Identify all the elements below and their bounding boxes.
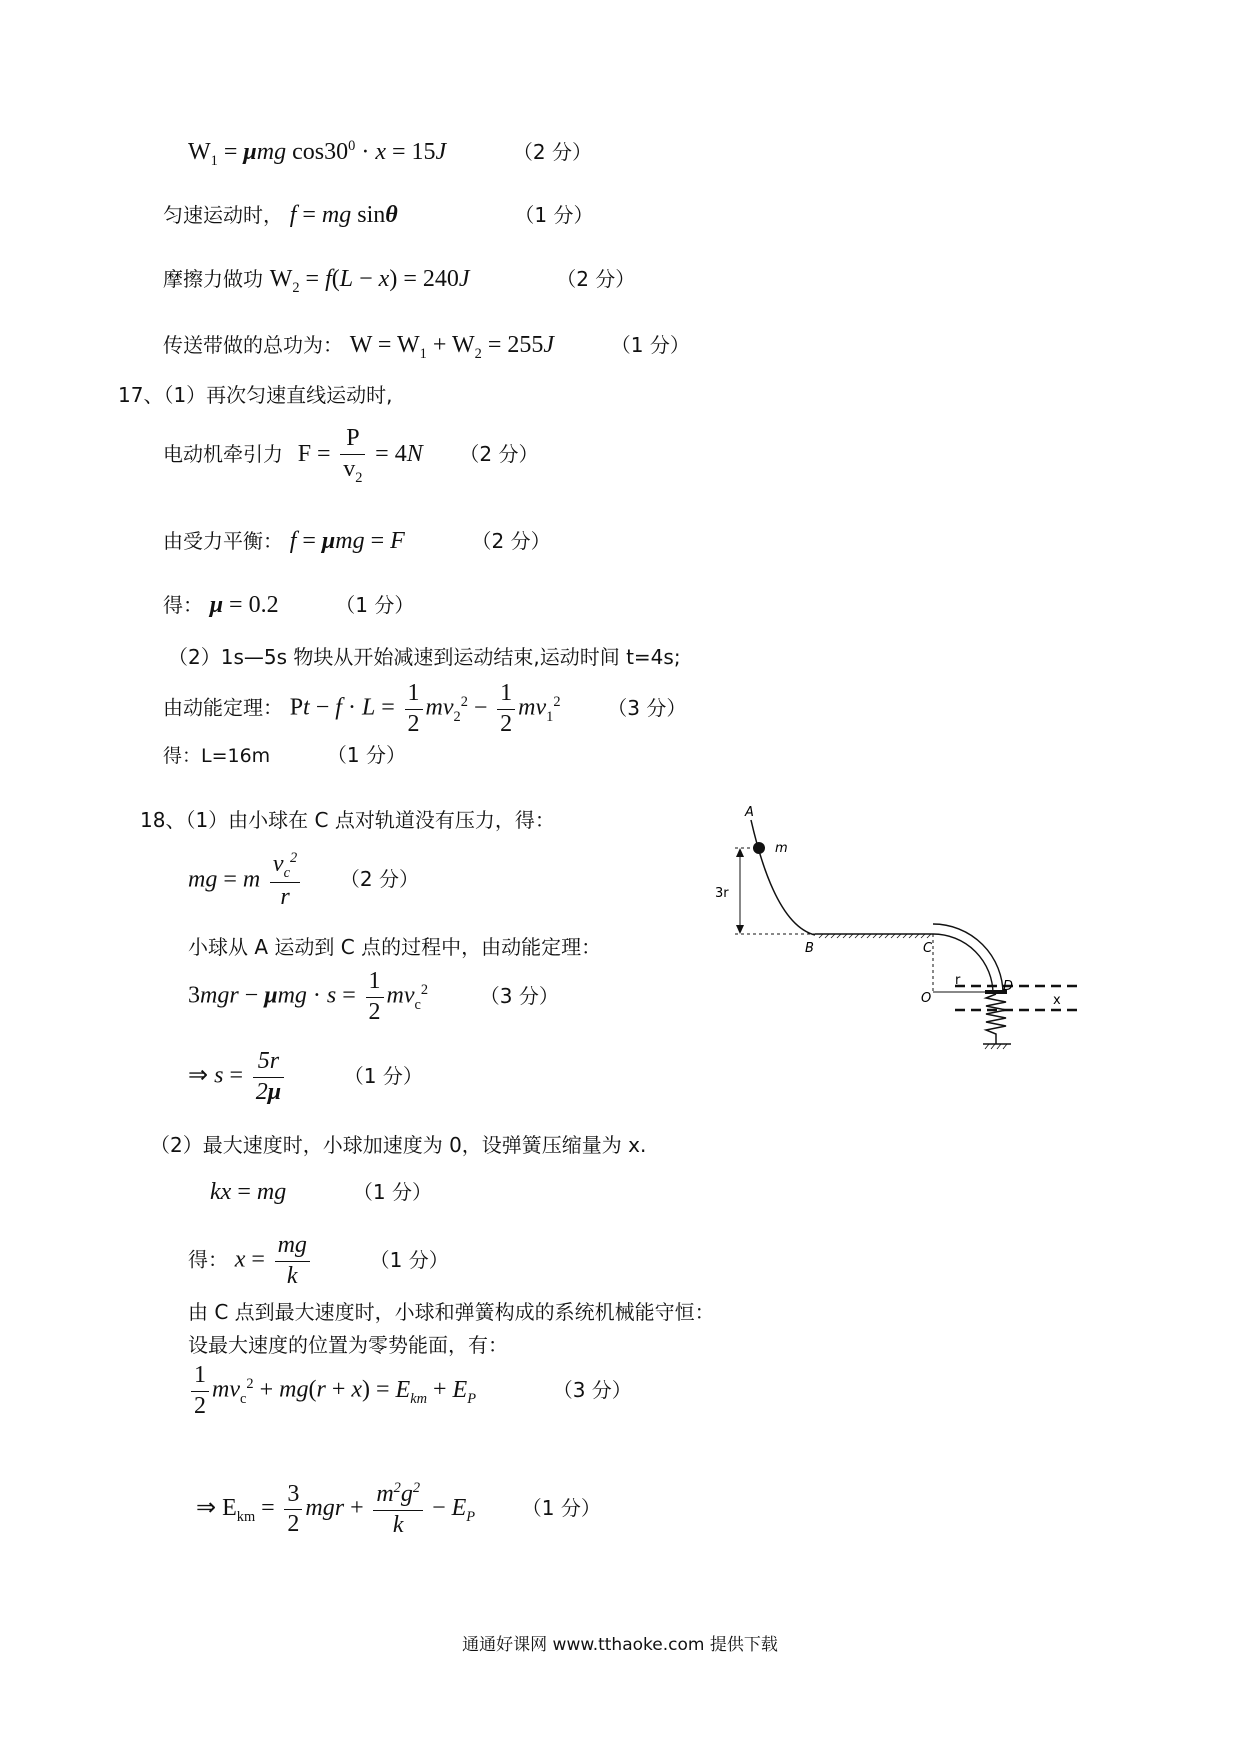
q16-line-w2: 摩擦力做功 $W_2 = f(L - x) = 240J$ （2 分） — [163, 266, 636, 296]
score: （1 分） — [369, 1247, 449, 1272]
fraction-p-over-v2: $\frac{P}{v_2}$ — [340, 425, 365, 486]
label-x: x — [1053, 993, 1061, 1008]
line-label: 匀速运动时， — [163, 203, 283, 227]
q16-line-total: 传送带做的总功为： $W = W_1 + W_2 = 255J$ （1 分） — [163, 332, 690, 362]
score: （2 分） — [512, 140, 592, 164]
score: （1 分） — [352, 1180, 432, 1204]
label-c: C — [923, 941, 933, 956]
q18-line-s: ⇒ s = $\frac{5r}{2\mu}$ （1 分） — [188, 1048, 423, 1105]
score: （2 分） — [459, 441, 539, 466]
q16-line-friction: 匀速运动时， f = mg sinθ （1 分） — [163, 202, 594, 228]
q18-line-conservation: 由 C 点到最大速度时，小球和弹簧构成的系统机械能守恒： — [188, 1300, 715, 1324]
score: （1 分） — [610, 333, 690, 357]
line-label: 由受力平衡： — [163, 529, 283, 553]
line-label: 由动能定理： — [163, 695, 283, 720]
label-b: B — [805, 941, 814, 956]
score: （1 分） — [514, 203, 594, 227]
q18-line-mech-energy: $\frac{1}{2}$ $mv_c^2 + mg(r + x) = E_{km} + E_P$ （3 分） — [188, 1362, 632, 1420]
q17-line-energy: 由动能定理： Pt − f · L = $\frac{1}{2}$ $mv_2^2$ − $\frac{1}{2}$ $mv_1^2$ （3 分） — [163, 680, 687, 737]
q18-heading: 18、（1）由小球在 C 点对轨道没有压力，得： — [140, 808, 555, 832]
label-3r: 3r — [715, 886, 729, 901]
curved-slope-ab — [751, 820, 815, 935]
line-label: 电动机牵引力 — [163, 441, 283, 466]
score: （3 分） — [552, 1377, 632, 1402]
line-label: 得： — [188, 1247, 228, 1272]
score: （3 分） — [479, 983, 559, 1008]
score: （1 分） — [343, 1063, 423, 1088]
line-label: 得： — [163, 593, 203, 617]
score: （1 分） — [335, 593, 415, 617]
label-r: r — [955, 973, 961, 988]
score: （2 分） — [556, 267, 636, 291]
score: （3 分） — [607, 695, 687, 720]
q17-line-result — [163, 743, 406, 768]
score: （1 分） — [521, 1496, 601, 1521]
line-label: 传送带做的总功为： — [163, 333, 343, 357]
q18-line-ekm: ⇒ $E_{km}$ = $\frac{3}{2}$ mgr + $\frac{m^2g^2}{k}$ − $E_P$ （1 分） — [196, 1480, 601, 1538]
q17-heading: 17、（1）再次匀速直线运动时, — [118, 383, 393, 407]
q18-line-kx: kx = mg （1 分） — [210, 1179, 432, 1205]
q16-line-w1: $W_1 = \mu mg$ $\cos 30^0 \cdot x = 15J$ （2 分） — [188, 138, 592, 169]
label-m: m — [775, 841, 788, 856]
q18-line-energy: 3mgr − μmg · s = $\frac{1}{2}$ $mv_c^2$ （3 分） — [188, 968, 559, 1025]
label-a: A — [745, 805, 754, 820]
page-footer: 通通好课网 www.tthaoke.com 提供下载 — [462, 1635, 778, 1655]
q18-line-centripetal: mg = m $\frac{v_c^2}{r}$ （2 分） — [188, 850, 419, 911]
q18-line-x: 得： x = $\frac{mg}{k}$ （1 分） — [188, 1232, 449, 1289]
q18-line-reference: 设最大速度的位置为零势能面，有： — [188, 1333, 508, 1357]
q17-line-balance: 由受力平衡： f = μmg = F （2 分） — [163, 528, 551, 554]
label-o: O — [921, 991, 932, 1006]
score: （2 分） — [339, 867, 419, 892]
q18-part2: （2）最大速度时，小球加速度为 0，设弹簧压缩量为 x. — [150, 1133, 647, 1157]
label-d: D — [1003, 979, 1014, 994]
q18-line-process: 小球从 A 运动到 C 点的过程中，由动能定理： — [188, 935, 602, 959]
line-label: 摩擦力做功 — [163, 267, 263, 291]
score: （2 分） — [471, 529, 551, 553]
q17-part2: （2）1s—5s 物块从开始减速到运动结束,运动时间 t=4s; — [168, 645, 681, 669]
track-spring-diagram — [715, 800, 1095, 1070]
spring — [986, 994, 1006, 1044]
q17-line-traction: 电动机牵引力 F = $\frac{P}{v_2}$ = 4N （2 分） — [163, 425, 539, 486]
result-text: 得：L=16m — [163, 745, 271, 767]
score: （1 分） — [326, 743, 406, 767]
q17-line-mu: 得： μ = 0.2 （1 分） — [163, 592, 415, 618]
